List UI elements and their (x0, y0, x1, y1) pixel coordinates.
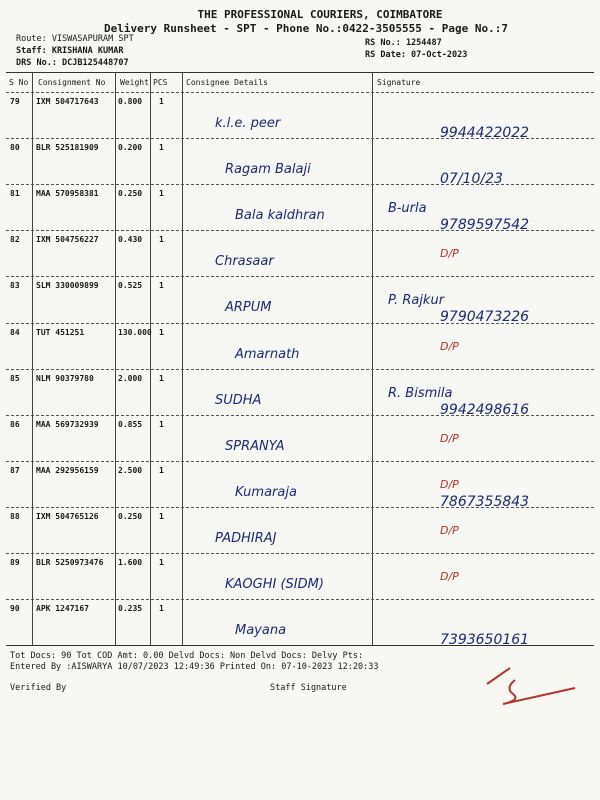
row-signature-phone: 9942498616 (440, 401, 530, 418)
row-signature-phone: 9790473226 (440, 309, 530, 326)
row-pcs: 1 (159, 465, 164, 475)
row-separator (6, 138, 594, 139)
row-consignee-handwritten: Ragam Balaji (225, 162, 311, 178)
row-separator (6, 230, 594, 231)
row-consignment-no: MAA 569732939 (36, 419, 99, 429)
row-separator (6, 415, 594, 416)
footer-entered-printed: Entered By :AISWARYA 10/07/2023 12:49:36 Printed On: 07-10-2023 12:20:33 (10, 662, 379, 672)
row-weight: 0.855 (118, 419, 143, 429)
staff-signature-label: Staff Signature (270, 683, 347, 693)
row-pcs: 1 (159, 604, 164, 614)
row-weight: 1.600 (118, 558, 143, 567)
row-consignee-handwritten: SPRANYA (225, 438, 285, 454)
staff-label: Staff: KRISHANA KUMAR (16, 46, 124, 56)
row-sno: 90 (10, 604, 20, 614)
row-delivery-pending-mark: D/P (440, 339, 459, 353)
row-sno: 79 (10, 97, 20, 106)
row-pcs: 1 (159, 97, 164, 106)
row-consignment-no: MAA 292956159 (36, 465, 99, 475)
rs-number: RS No.: 1254487 (365, 38, 442, 48)
row-pcs: 1 (159, 143, 164, 153)
row-pcs: 1 (159, 189, 164, 199)
row-delivery-pending-mark: D/P (440, 570, 459, 583)
row-consignment-no: MAA 570958381 (36, 189, 99, 199)
col-divider (150, 72, 151, 645)
table-top-rule (6, 72, 594, 73)
row-consignment-no: BLR 525181909 (36, 143, 99, 153)
row-separator (6, 276, 594, 277)
row-consignment-no: TUT 451251 (36, 327, 85, 337)
row-sno: 83 (10, 281, 20, 291)
row-consignee-handwritten: Kumaraja (235, 484, 297, 500)
row-consignment-no: IXM 504756227 (36, 235, 99, 245)
row-consignment-no: IXM 504765126 (36, 511, 99, 521)
col-divider (32, 72, 33, 645)
row-separator (6, 599, 594, 600)
row-separator (6, 184, 594, 185)
row-separator (6, 369, 594, 370)
row-sno: 85 (10, 373, 20, 383)
row-consignee-handwritten: Mayana (235, 623, 287, 639)
runsheet-title: Delivery Runsheet - SPT - Phone No.:0422-3505555 - Page No.:7 (104, 22, 508, 35)
row-weight: 0.800 (118, 97, 143, 106)
row-receiver-name: R. Bismila (388, 385, 453, 401)
row-consignee-handwritten: PADHIRAJ (215, 530, 277, 546)
row-delivery-pending-mark: D/P (440, 477, 459, 491)
row-pcs: 1 (159, 511, 164, 521)
row-consignee-handwritten: SUDHA (215, 392, 262, 408)
row-signature-phone: 7867355843 (440, 493, 530, 510)
row-consignment-no: BLR 5250973476 (36, 558, 104, 567)
row-signature-phone: 07/10/23 (440, 171, 503, 188)
row-consignee-handwritten: Amarnath (235, 346, 300, 362)
rs-date: RS Date: 07-Oct-2023 (365, 50, 468, 60)
row-pcs: 1 (159, 558, 164, 567)
row-separator (6, 553, 594, 554)
row-delivery-pending-mark: D/P (440, 431, 459, 445)
row-consignee-handwritten: k.l.e. peer (215, 116, 281, 131)
row-receiver-name: P. Rajkur (388, 293, 445, 309)
row-receiver-name: B-urla (388, 201, 427, 217)
row-signature-phone: 7393650161 (440, 632, 530, 649)
row-separator (6, 323, 594, 324)
row-pcs: 1 (159, 235, 164, 245)
row-separator (6, 461, 594, 462)
row-pcs: 1 (159, 281, 164, 291)
row-consignee-handwritten: ARPUM (225, 300, 272, 316)
col-divider (115, 72, 116, 645)
row-sno: 88 (10, 511, 20, 521)
row-weight: 0.235 (118, 604, 143, 614)
row-pcs: 1 (159, 419, 164, 429)
row-weight: 0.525 (118, 281, 143, 291)
footer-totals: Tot Docs: 90 Tot COD Amt: 0.00 Delvd Docs: Non Delvd Docs: Delvy Pts: (10, 651, 364, 661)
row-weight: 0.250 (118, 511, 143, 521)
row-consignment-no: IXM 504717643 (36, 97, 99, 106)
row-sno: 81 (10, 189, 20, 199)
row-sno: 82 (10, 235, 20, 245)
verified-by-label: Verified By (10, 683, 67, 693)
col-header-weight: Weight (120, 78, 149, 87)
row-weight: 0.250 (118, 189, 143, 199)
row-weight: 0.430 (118, 235, 143, 245)
row-weight: 0.200 (118, 143, 143, 153)
row-sno: 84 (10, 327, 20, 337)
row-weight: 130.000 (118, 327, 152, 337)
row-consignee-handwritten: Bala kaldhran (235, 208, 325, 224)
row-pcs: 1 (159, 327, 164, 337)
row-delivery-pending-mark: D/P (440, 247, 459, 261)
row-consignee-handwritten: Chrasaar (215, 254, 274, 270)
row-consignment-no: APK 1247167 (36, 604, 89, 614)
row-signature-phone: 9789597542 (440, 217, 530, 234)
row-sno: 80 (10, 143, 20, 153)
row-separator (6, 507, 594, 508)
col-divider (182, 72, 183, 645)
row-consignee-handwritten: KAOGHI (SIDM) (225, 577, 324, 592)
staff-signature-scribble (475, 660, 585, 710)
row-sno: 87 (10, 465, 20, 475)
col-header-consignment: Consignment No (38, 78, 106, 87)
row-signature-phone: 9944422022 (440, 125, 530, 141)
row-delivery-pending-mark: D/P (440, 523, 459, 537)
row-pcs: 1 (159, 373, 164, 383)
row-sno: 86 (10, 419, 20, 429)
row-weight: 2.000 (118, 373, 143, 383)
table-bottom-rule (6, 645, 594, 646)
drs-number: DRS No.: DCJB125448707 (16, 58, 129, 68)
row-weight: 2.500 (118, 465, 143, 475)
row-consignment-no: NLM 90379780 (36, 373, 94, 383)
row-consignment-no: SLM 330009899 (36, 281, 99, 291)
col-header-signature: Signature (377, 78, 421, 87)
table-header-rule (6, 92, 594, 93)
col-header-consignee: Consignee Details (186, 78, 268, 87)
col-divider (372, 72, 373, 645)
row-sno: 89 (10, 558, 20, 567)
route-label: Route: VISWASAPURAM SPT (16, 34, 134, 44)
col-header-sno: S No (9, 78, 29, 87)
company-title: THE PROFESSIONAL COURIERS, COIMBATORE (197, 8, 443, 21)
col-header-pcs: PCS (153, 78, 168, 87)
